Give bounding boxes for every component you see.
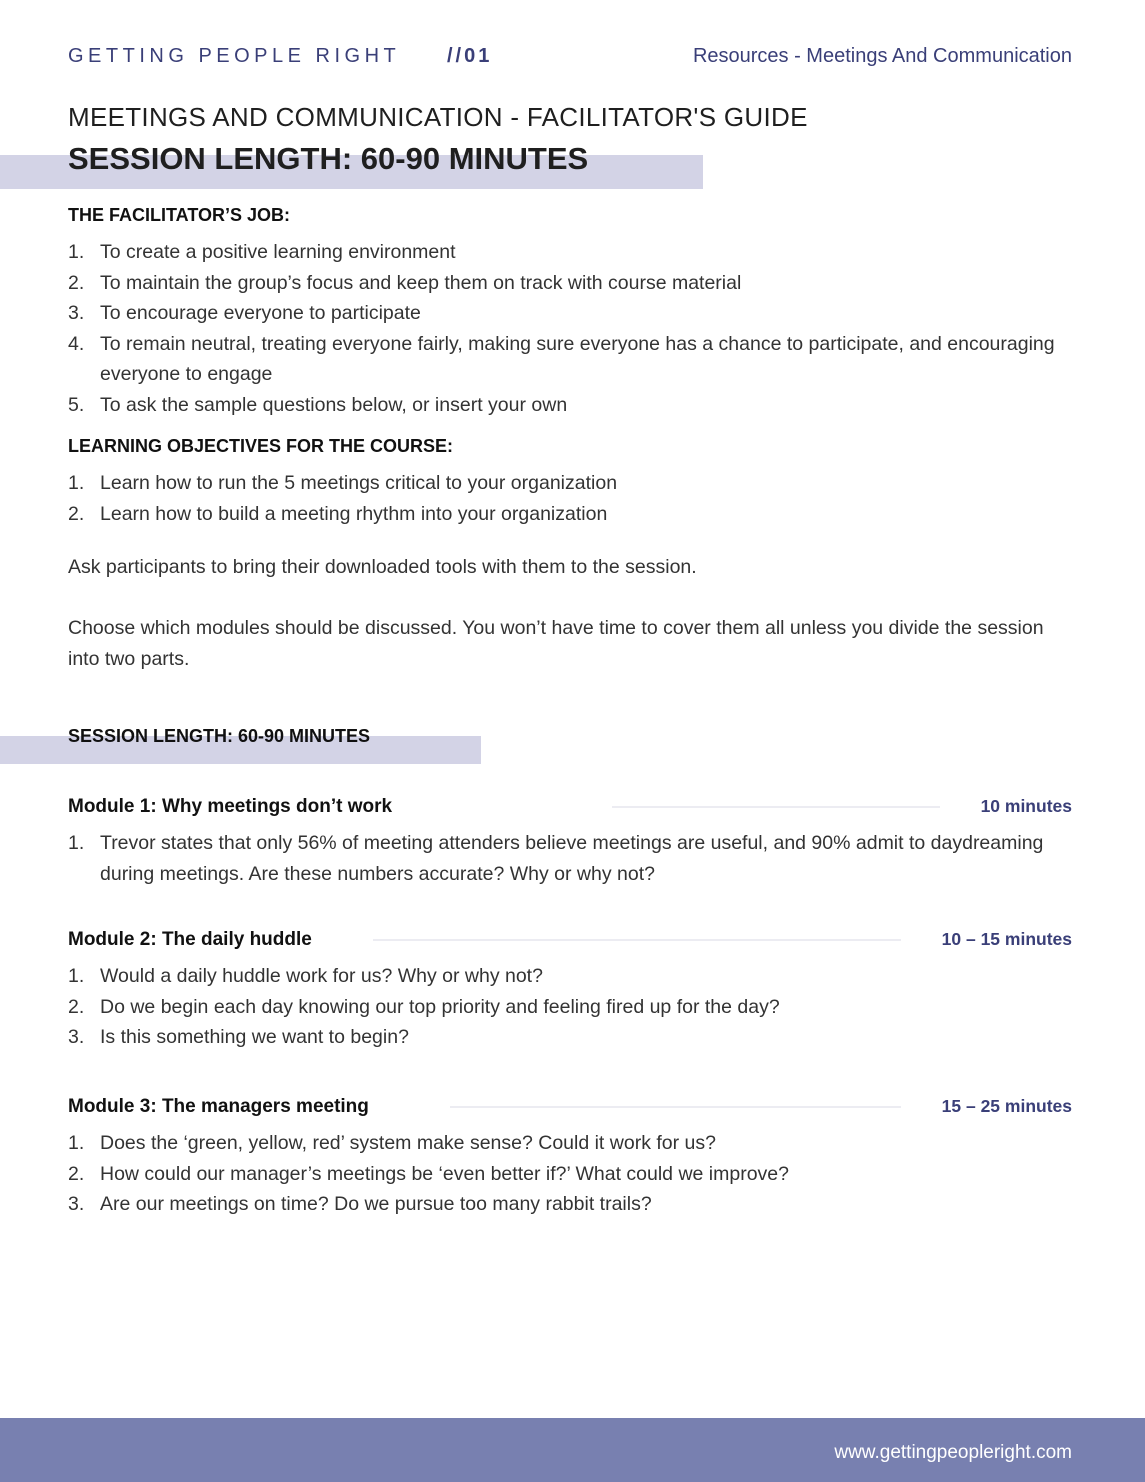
instruction-paragraph: Choose which modules should be discussed. You won’t have time to cover them all unless you divide the session into two parts.	[68, 617, 1044, 670]
list-number: 1.	[68, 832, 85, 854]
facilitator-list	[68, 237, 1078, 420]
session-length-subheading: SESSION LENGTH: 60-90 MINUTES	[68, 726, 371, 746]
module-title: Module 2: The daily huddle	[68, 929, 312, 950]
section-title: Resources - Meetings And Communication	[692, 45, 1072, 67]
list-number: 4.	[68, 332, 85, 355]
list-text: Are our meetings on time? Do we pursue too many rabbit trails?	[100, 1193, 652, 1215]
module-questions	[68, 1128, 1078, 1220]
list-item	[68, 1128, 1078, 1159]
list-item	[68, 1189, 1078, 1220]
list-number: 3.	[68, 1026, 85, 1048]
list-item	[68, 237, 1078, 268]
list-number: 1.	[68, 965, 85, 987]
list-text: Trevor states that only 56% of meeting attenders believe meetings are useful, and 90% admit to daydreaming during meetings. Are these numbers accurate? Why or why not?	[100, 832, 1044, 885]
list-number: 1.	[68, 241, 85, 263]
objectives-heading: LEARNING OBJECTIVES FOR THE COURSE:	[68, 436, 454, 456]
list-number: 5.	[68, 393, 85, 416]
facilitator-heading: THE FACILITATOR’S JOB:	[68, 205, 291, 225]
list-text: To remain neutral, treating everyone fairly, making sure everyone has a chance to participate, and encouraging everyone to engage	[100, 332, 1055, 385]
list-number: 2.	[68, 502, 85, 525]
list-item	[68, 828, 1078, 889]
instruction-paragraph: Ask participants to bring their downloaded tools with them to the session.	[68, 556, 697, 578]
list-text: To encourage everyone to participate	[100, 302, 421, 324]
document-title: MEETINGS AND COMMUNICATION - FACILITATOR'S GUIDE	[68, 102, 808, 132]
list-text: How could our manager’s meetings be ‘even better if?’ What could we improve?	[100, 1162, 789, 1185]
list-text: Do we begin each day knowing our top priority and feeling fired up for the day?	[100, 995, 780, 1018]
list-item	[68, 298, 1078, 329]
list-number: 1.	[68, 1132, 85, 1154]
list-item	[68, 329, 1078, 390]
module-questions	[68, 961, 1078, 1053]
list-text: To maintain the group’s focus and keep them on track with course material	[100, 271, 742, 294]
module-duration: 10 minutes	[980, 796, 1072, 816]
list-text: Would a daily huddle work for us? Why or why not?	[100, 965, 543, 987]
page-number: //01	[447, 45, 493, 67]
list-item	[68, 961, 1078, 992]
module-title: Module 1: Why meetings don’t work	[68, 796, 393, 817]
module-title: Module 3: The managers meeting	[68, 1096, 369, 1117]
list-text: To create a positive learning environment	[100, 241, 456, 263]
module-duration: 10 – 15 minutes	[941, 929, 1072, 949]
list-text: Is this something we want to begin?	[100, 1026, 409, 1048]
list-number: 2.	[68, 995, 85, 1018]
session-length-heading: SESSION LENGTH: 60-90 MINUTES	[68, 141, 589, 176]
list-item	[68, 268, 1078, 299]
brand-name: GETTING PEOPLE RIGHT	[68, 45, 401, 67]
objectives-list	[68, 468, 1078, 529]
list-number: 3.	[68, 302, 85, 324]
list-item	[68, 390, 1078, 421]
list-text: Learn how to run the 5 meetings critical to your organization	[100, 472, 618, 494]
list-number: 3.	[68, 1193, 85, 1215]
module-divider	[373, 939, 901, 941]
module-divider	[450, 1106, 901, 1108]
website-url: www.gettingpeopleright.com	[834, 1442, 1072, 1463]
list-text: Learn how to build a meeting rhythm into your organization	[100, 502, 608, 525]
list-item	[68, 1159, 1078, 1190]
list-number: 1.	[68, 472, 85, 494]
module-duration: 15 – 25 minutes	[941, 1096, 1072, 1116]
list-item	[68, 499, 1078, 530]
list-item	[68, 468, 1078, 499]
list-number: 2.	[68, 1162, 85, 1185]
module-questions	[68, 828, 1078, 889]
list-text: To ask the sample questions below, or insert your own	[100, 393, 568, 416]
list-item	[68, 992, 1078, 1023]
module-divider	[612, 806, 940, 808]
list-number: 2.	[68, 271, 85, 294]
list-text: Does the ‘green, yellow, red’ system make sense? Could it work for us?	[100, 1132, 716, 1154]
list-item	[68, 1022, 1078, 1053]
